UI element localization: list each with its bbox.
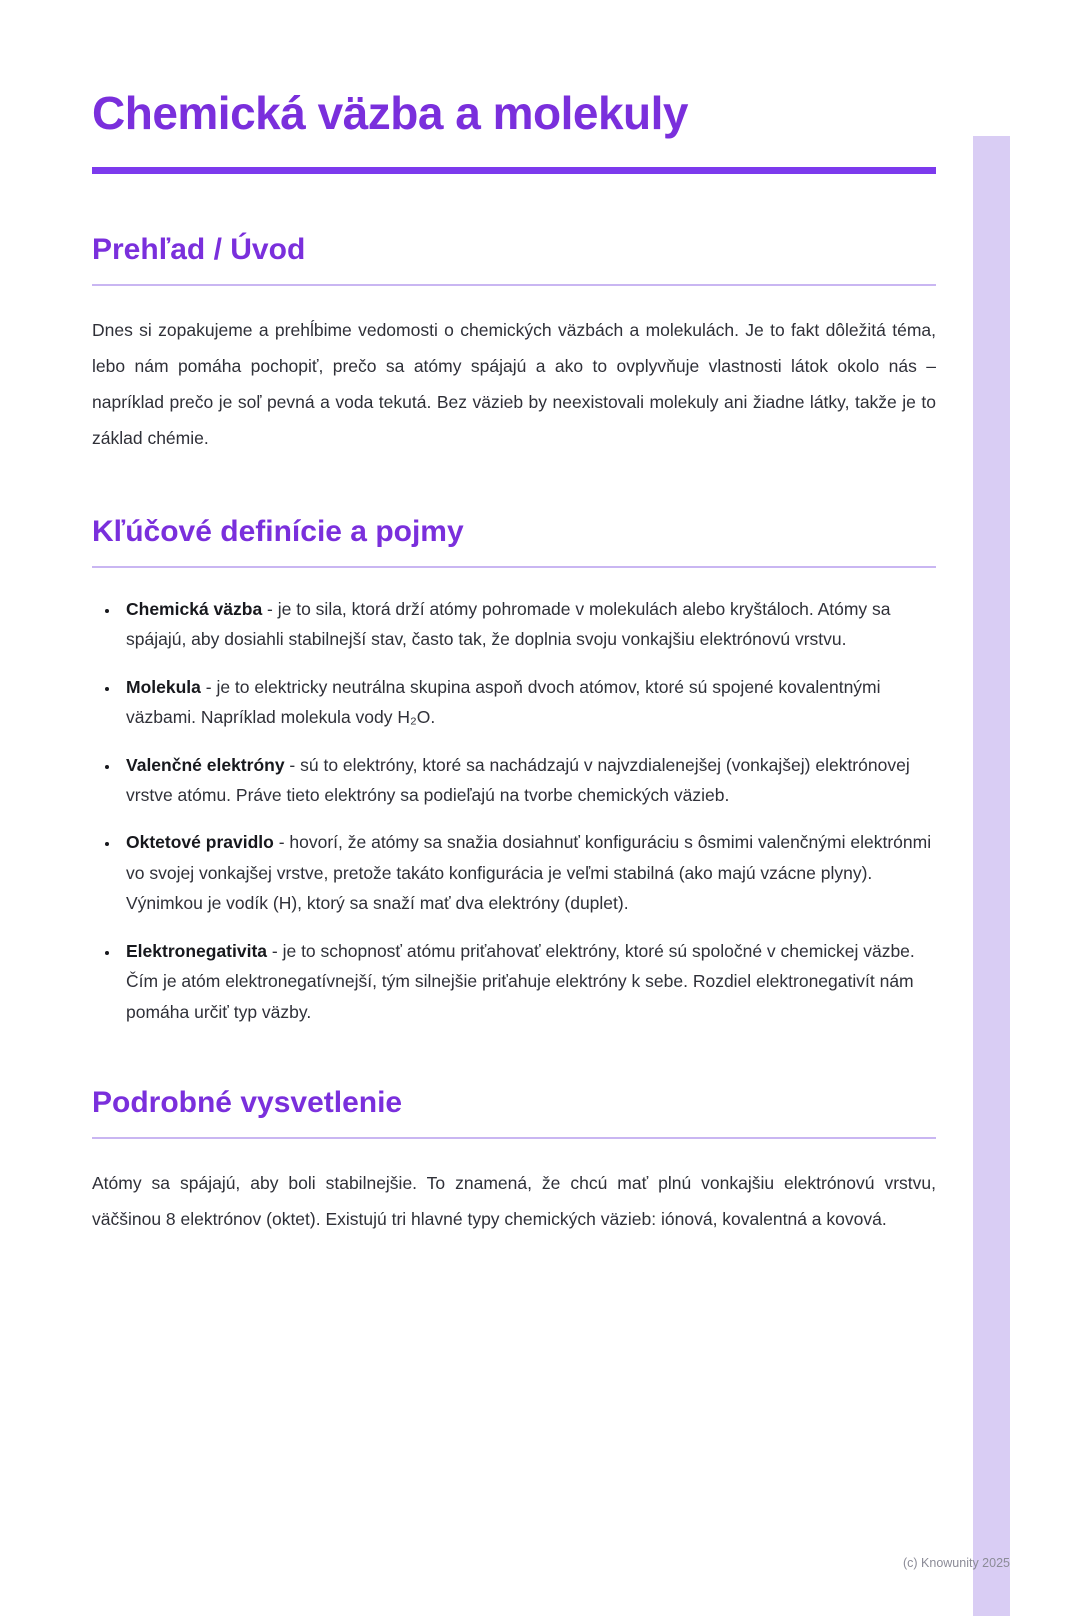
section-heading-overview: Prehľad / Úvod [92,232,306,266]
definition-term: Oktetové pravidlo [126,832,274,853]
definition-term: Valenčné elektróny [126,754,285,775]
section-overview [92,232,936,456]
definition-term: Molekula [126,676,201,697]
section-explanation [92,1085,936,1237]
title-divider [92,167,936,174]
overview-paragraph: Dnes si zopakujeme a prehĺbime vedomosti o chemických väzbách a molekulách. Je to fakt dôležitá téma, lebo nám pomáha pochopiť, prečo sa atómy spájajú a ako to ovplyvňuje vlastnosti látok okolo nás – napríklad prečo je soľ pevná a voda tekutá. Bez väzieb by neexistovali molekuly ani žiadne látky, takže je to základ chémie. [92,319,936,448]
definition-text: - sú to elektróny, ktoré sa nachádzajú v najvzdialenejšej (vonkajšej) elektrónovej vrstve atómu. Práve tieto elektróny sa podieľajú na tvorbe chemických väzieb. [126,754,910,805]
section-divider [92,284,936,286]
definition-item [120,750,936,811]
definition-term: Elektronegativita [126,940,268,961]
definition-text: - je to schopnosť atómu priťahovať elektróny, ktoré sú spoločné v chemickej väzbe. Čím je atóm elektronegatívnejší, tým silnejšie priťahuje elektróny k sebe. Rozdiel elektronegativít nám pomáha určiť typ väzby. [126,940,915,1022]
definition-item [120,672,936,733]
section-heading-definitions: Kľúčové definície a pojmy [92,514,464,548]
footer-credit: (c) Knowunity 2025 [902,1556,1010,1570]
section-definitions [92,514,936,1027]
definition-item [120,827,936,918]
definition-item [120,594,936,655]
page-content [0,88,1080,1237]
section-heading-explanation: Podrobné vysvetlenie [92,1086,403,1120]
definition-item [120,936,936,1027]
definition-term: Chemická väzba [126,598,263,619]
document-page [0,88,1080,1616]
explanation-paragraph: Atómy sa spájajú, aby boli stabilnejšie. To znamená, že chcú mať plnú vonkajšiu elektrónovú vrstvu, väčšinou 8 elektrónov (oktet). Existujú tri hlavné typy chemických väzieb: iónová, kovalentná a kovová. [92,1173,936,1230]
definition-list [92,594,936,1027]
definition-text: - je to sila, ktorá drží atómy pohromade v molekulách alebo kryštáloch. Atómy sa spájajú, aby dosiahli stabilnejší stav, často tak, že doplnia svoju vonkajšiu elektrónovú vrstvu. [126,598,891,650]
definition-text: - hovorí, že atómy sa snažia dosiahnuť konfiguráciu s ôsmimi valenčnými elektrónmi vo svojej vonkajšej vrstve, pretože takáto konfigurácia je veľmi stabilná (ako majú vzácne plyny). Výnimkou je vodík (H), ktorý sa snaží mať dva elektróny (duplet). [126,832,932,914]
section-divider [92,566,936,568]
section-divider [92,1137,936,1139]
page-title: Chemická väzba a molekuly [92,87,689,139]
definition-text: - je to elektricky neutrálna skupina aspoň dvoch atómov, ktoré sú spojené kovalentnými väzbami. Napríklad molekula vody H₂O. [126,676,881,728]
